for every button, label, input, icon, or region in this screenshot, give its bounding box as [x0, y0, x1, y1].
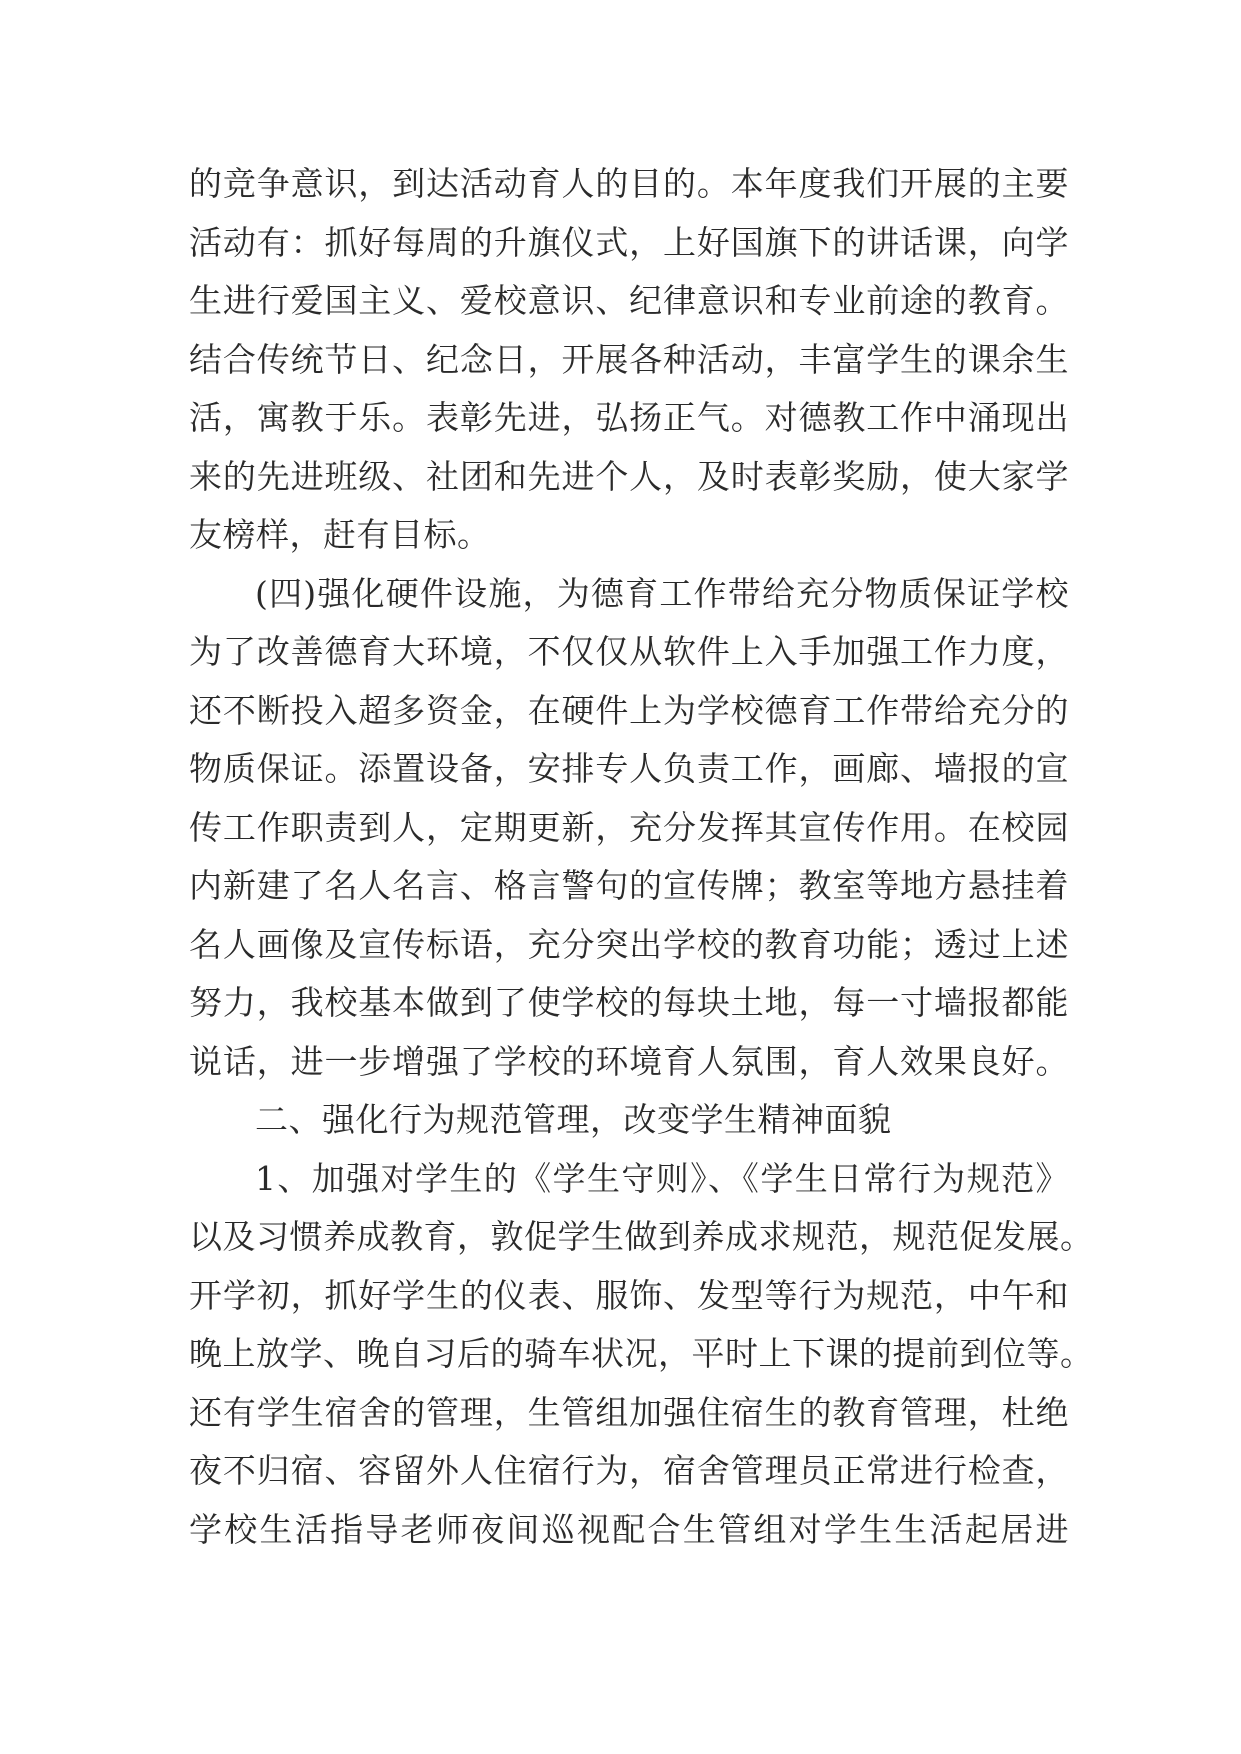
text-line: 夜不归宿、容留外人住宿行为，宿舍管理员正常进行检查，	[189, 1451, 1069, 1490]
text-line: 传工作职责到人，定期更新，充分发挥其宣传作用。在校园	[189, 807, 1069, 847]
text-line: 晚上放学、晚自习后的骑车状况，平时上下课的提前到位等。	[189, 1334, 1094, 1373]
text-line: 以及习惯养成教育，敦促学生做到养成求规范，规范促发展。	[189, 1217, 1094, 1256]
text-line: 物质保证。添置设备，安排专人负责工作，画廊、墙报的宣	[189, 749, 1069, 788]
text-line: 二、强化行为规范管理，改变学生精神面貌	[255, 1100, 892, 1139]
text-line: 的竞争意识，到达活动育人的目的。本年度我们开展的主要	[189, 164, 1069, 203]
text-line: 结合传统节日、纪念日，开展各种活动，丰富学生的课余生	[189, 339, 1069, 379]
text-line: 为了改善德育大环境，不仅仅从软件上入手加强工作力度，	[189, 632, 1069, 671]
document-body	[189, 155, 1094, 1559]
text-line: 活动有：抓好每周的升旗仪式，上好国旗下的讲话课，向学	[189, 222, 1069, 262]
text-line: 开学初，抓好学生的仪表、服饰、发型等行为规范，中午和	[189, 1275, 1069, 1315]
text-line: 说话，进一步增强了学校的环境育人氛围，育人效果良好。	[189, 1041, 1069, 1081]
text-line: 努力，我校基本做到了使学校的每块土地，每一寸墙报都能	[189, 983, 1069, 1022]
text-line: 来的先进班级、社团和先进个人，及时表彰奖励，使大家学	[189, 456, 1069, 496]
text-line: 生进行爱国主义、爱校意识、纪律意识和专业前途的教育。	[189, 281, 1069, 320]
text-line: 还有学生宿舍的管理，生管组加强住宿生的教育管理，杜绝	[189, 1392, 1069, 1432]
text-line: 学校生活指导老师夜间巡视配合生管组对学生生活起居进	[189, 1509, 1069, 1549]
text-line: (四)强化硬件设施，为德育工作带给充分物质保证学校	[255, 573, 1069, 613]
text-line: 友榜样，赶有目标。	[189, 515, 491, 554]
text-line: 名人画像及宣传标语，充分突出学校的教育功能；透过上述	[189, 924, 1069, 964]
text-line: 还不断投入超多资金，在硬件上为学校德育工作带给充分的	[189, 690, 1069, 730]
text-line: 1、加强对学生的《学生守则》、《学生日常行为规范》	[255, 1158, 1069, 1198]
text-line: 内新建了名人名言、格言警句的宣传牌；教室等地方悬挂着	[189, 866, 1069, 905]
text-line: 活，寓教于乐。表彰先进，弘扬正气。对德教工作中涌现出	[189, 398, 1069, 437]
